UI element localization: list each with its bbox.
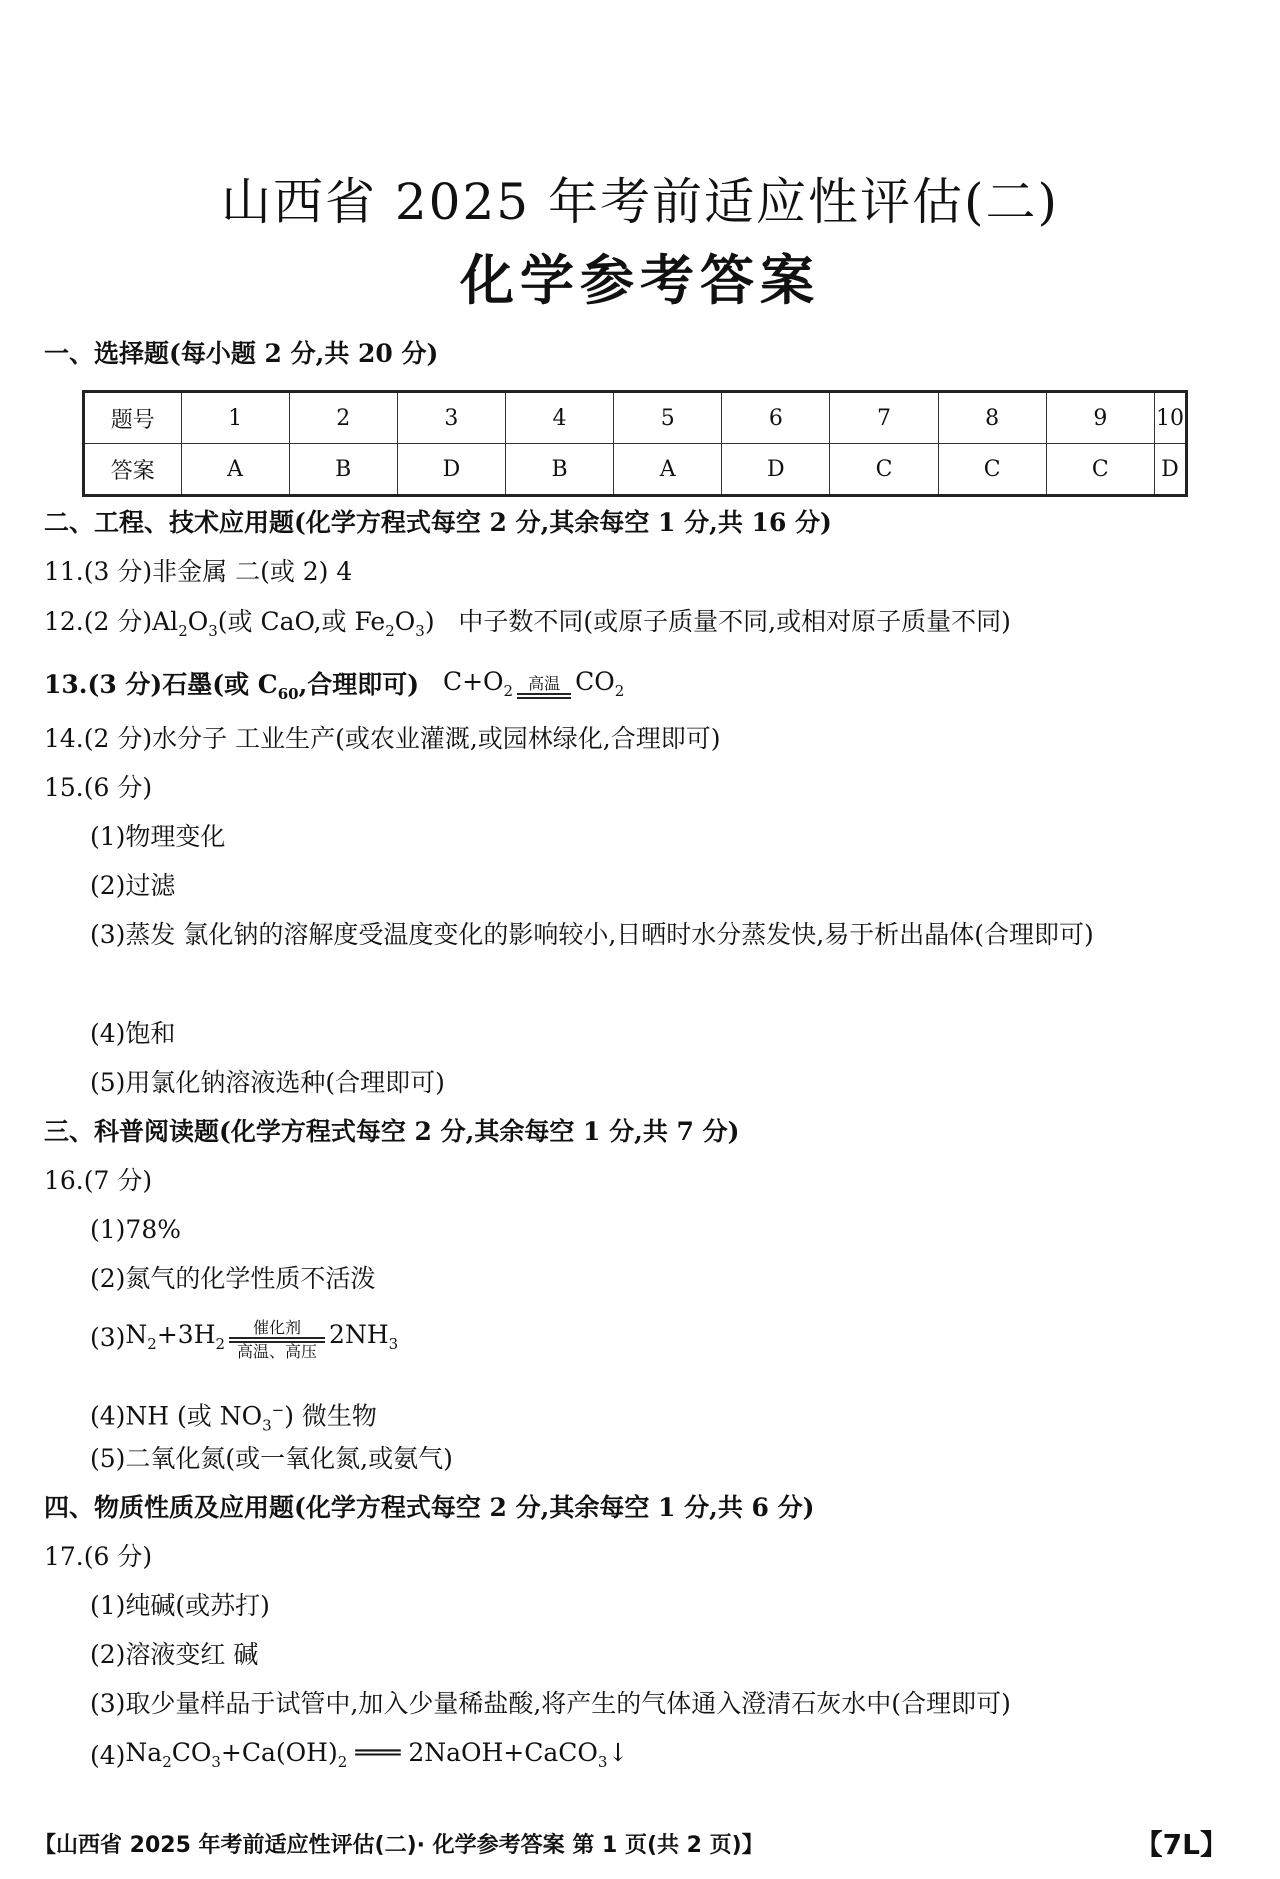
table-cell: 1: [181, 392, 289, 444]
answer-q13: 13.(3 分)石墨(或 $C_{60}$,合理即可) $C+O_2$ 高温 $CO_2$: [44, 665, 624, 711]
row-label: 答案: [84, 444, 182, 496]
answer-q16-4: (4)NH (或 $NO_3^-$) 微生物: [90, 1401, 377, 1435]
table-cell: D: [722, 444, 830, 496]
table-cell: 5: [614, 392, 722, 444]
q16-3-condition: 催化剂 高温、高压: [229, 1319, 325, 1361]
answer-q14: 14.(2 分)水分子 工业生产(或农业灌溉,或园林绿化,合理即可): [44, 724, 721, 753]
answer-q16: 16.(7 分): [44, 1166, 153, 1195]
q12-prefix: 12.(2 分): [44, 607, 153, 636]
answer-q17: 17.(6 分): [44, 1542, 153, 1571]
answer-q17-1: (1)纯碱(或苏打): [90, 1591, 270, 1620]
row-label: 题号: [84, 392, 182, 444]
table-row-numbers: [84, 392, 1187, 444]
table-cell: 4: [505, 392, 613, 444]
table-cell: 6: [722, 392, 830, 444]
answer-q17-2: (2)溶液变红 碱: [90, 1640, 259, 1669]
answer-q16-2: (2)氮气的化学性质不活泼: [90, 1264, 376, 1293]
page-title: 山西省 2025 年考前适应性评估(二): [220, 173, 1060, 231]
table-cell: 2: [289, 392, 397, 444]
table-cell: D: [397, 444, 505, 496]
table-cell: 8: [938, 392, 1046, 444]
page-footer: 【山西省 2025 年考前适应性评估(二)· 化学参考答案 第 1 页(共 2 页)】: [34, 1833, 764, 1858]
table-cell: B: [505, 444, 613, 496]
q13-prefix: 13.(3 分)石墨(或 C: [44, 670, 278, 699]
q13-equation: $C+O_2$: [442, 667, 514, 700]
table-cell: A: [181, 444, 289, 496]
section1-heading: 一、选择题(每小题 2 分,共 20 分): [44, 339, 439, 368]
answer-table: [82, 390, 1188, 497]
answer-q15-3: (3)蒸发 氯化钠的溶解度受温度变化的影响较小,日晒时水分蒸发快,易于析出晶体(合理即可): [90, 920, 1094, 949]
q13-condition: 高温: [517, 675, 571, 699]
answer-q16-1: (1)78%: [90, 1215, 181, 1244]
q13-suffix: ,合理即可): [298, 670, 420, 699]
answer-q15: 15.(6 分): [44, 773, 153, 802]
answer-q15-5: (5)用氯化钠溶液选种(合理即可): [90, 1068, 445, 1097]
q12-formula: $Al_2O_3$(或 CaO,或 $Fe_2O_3$): [152, 607, 435, 640]
section4-heading: 四、物质性质及应用题(化学方程式每空 2 分,其余每空 1 分,共 6 分): [44, 1493, 815, 1522]
table-row-answers: [84, 444, 1187, 496]
table-cell: 3: [397, 392, 505, 444]
table-cell: C: [1046, 444, 1154, 496]
answer-q17-3: (3)取少量样品于试管中,加入少量稀盐酸,将产生的气体通入澄清石灰水中(合理即可): [90, 1689, 1011, 1718]
q12-text: 中子数不同(或原子质量不同,或相对原子质量不同): [458, 607, 1011, 636]
table-cell: 10: [1154, 392, 1186, 444]
table-cell: A: [614, 444, 722, 496]
answer-q15-2: (2)过滤: [90, 871, 176, 900]
answer-q16-5: (5)二氧化氮(或一氧化氮,或氨气): [90, 1444, 453, 1473]
answer-q17-4: $(4)Na_2CO_3+Ca(OH)_2$ ═══ 2NaOH+CaCO$_3$↓: [90, 1738, 629, 1771]
table-cell: C: [938, 444, 1046, 496]
table-cell: C: [830, 444, 938, 496]
table-cell: B: [289, 444, 397, 496]
answer-q15-4: (4)饱和: [90, 1019, 176, 1048]
edition-badge: 【7L】: [1134, 1828, 1228, 1861]
answer-q16-3: $(3)N_2+3H_2$ 催化剂 高温、高压 $2NH_3$: [90, 1317, 399, 1361]
answer-q11: 11.(3 分)非金属 二(或 2) 4: [44, 557, 353, 586]
table-cell: 9: [1046, 392, 1154, 444]
section3-heading: 三、科普阅读题(化学方程式每空 2 分,其余每空 1 分,共 7 分): [44, 1117, 740, 1146]
answer-q12: [44, 605, 1011, 648]
answer-q15-1: (1)物理变化: [90, 822, 226, 851]
table-cell: 7: [830, 392, 938, 444]
section2-heading: 二、工程、技术应用题(化学方程式每空 2 分,其余每空 1 分,共 16 分): [44, 508, 832, 537]
table-cell: D: [1154, 444, 1186, 496]
page-subtitle: 化学参考答案: [460, 248, 820, 312]
